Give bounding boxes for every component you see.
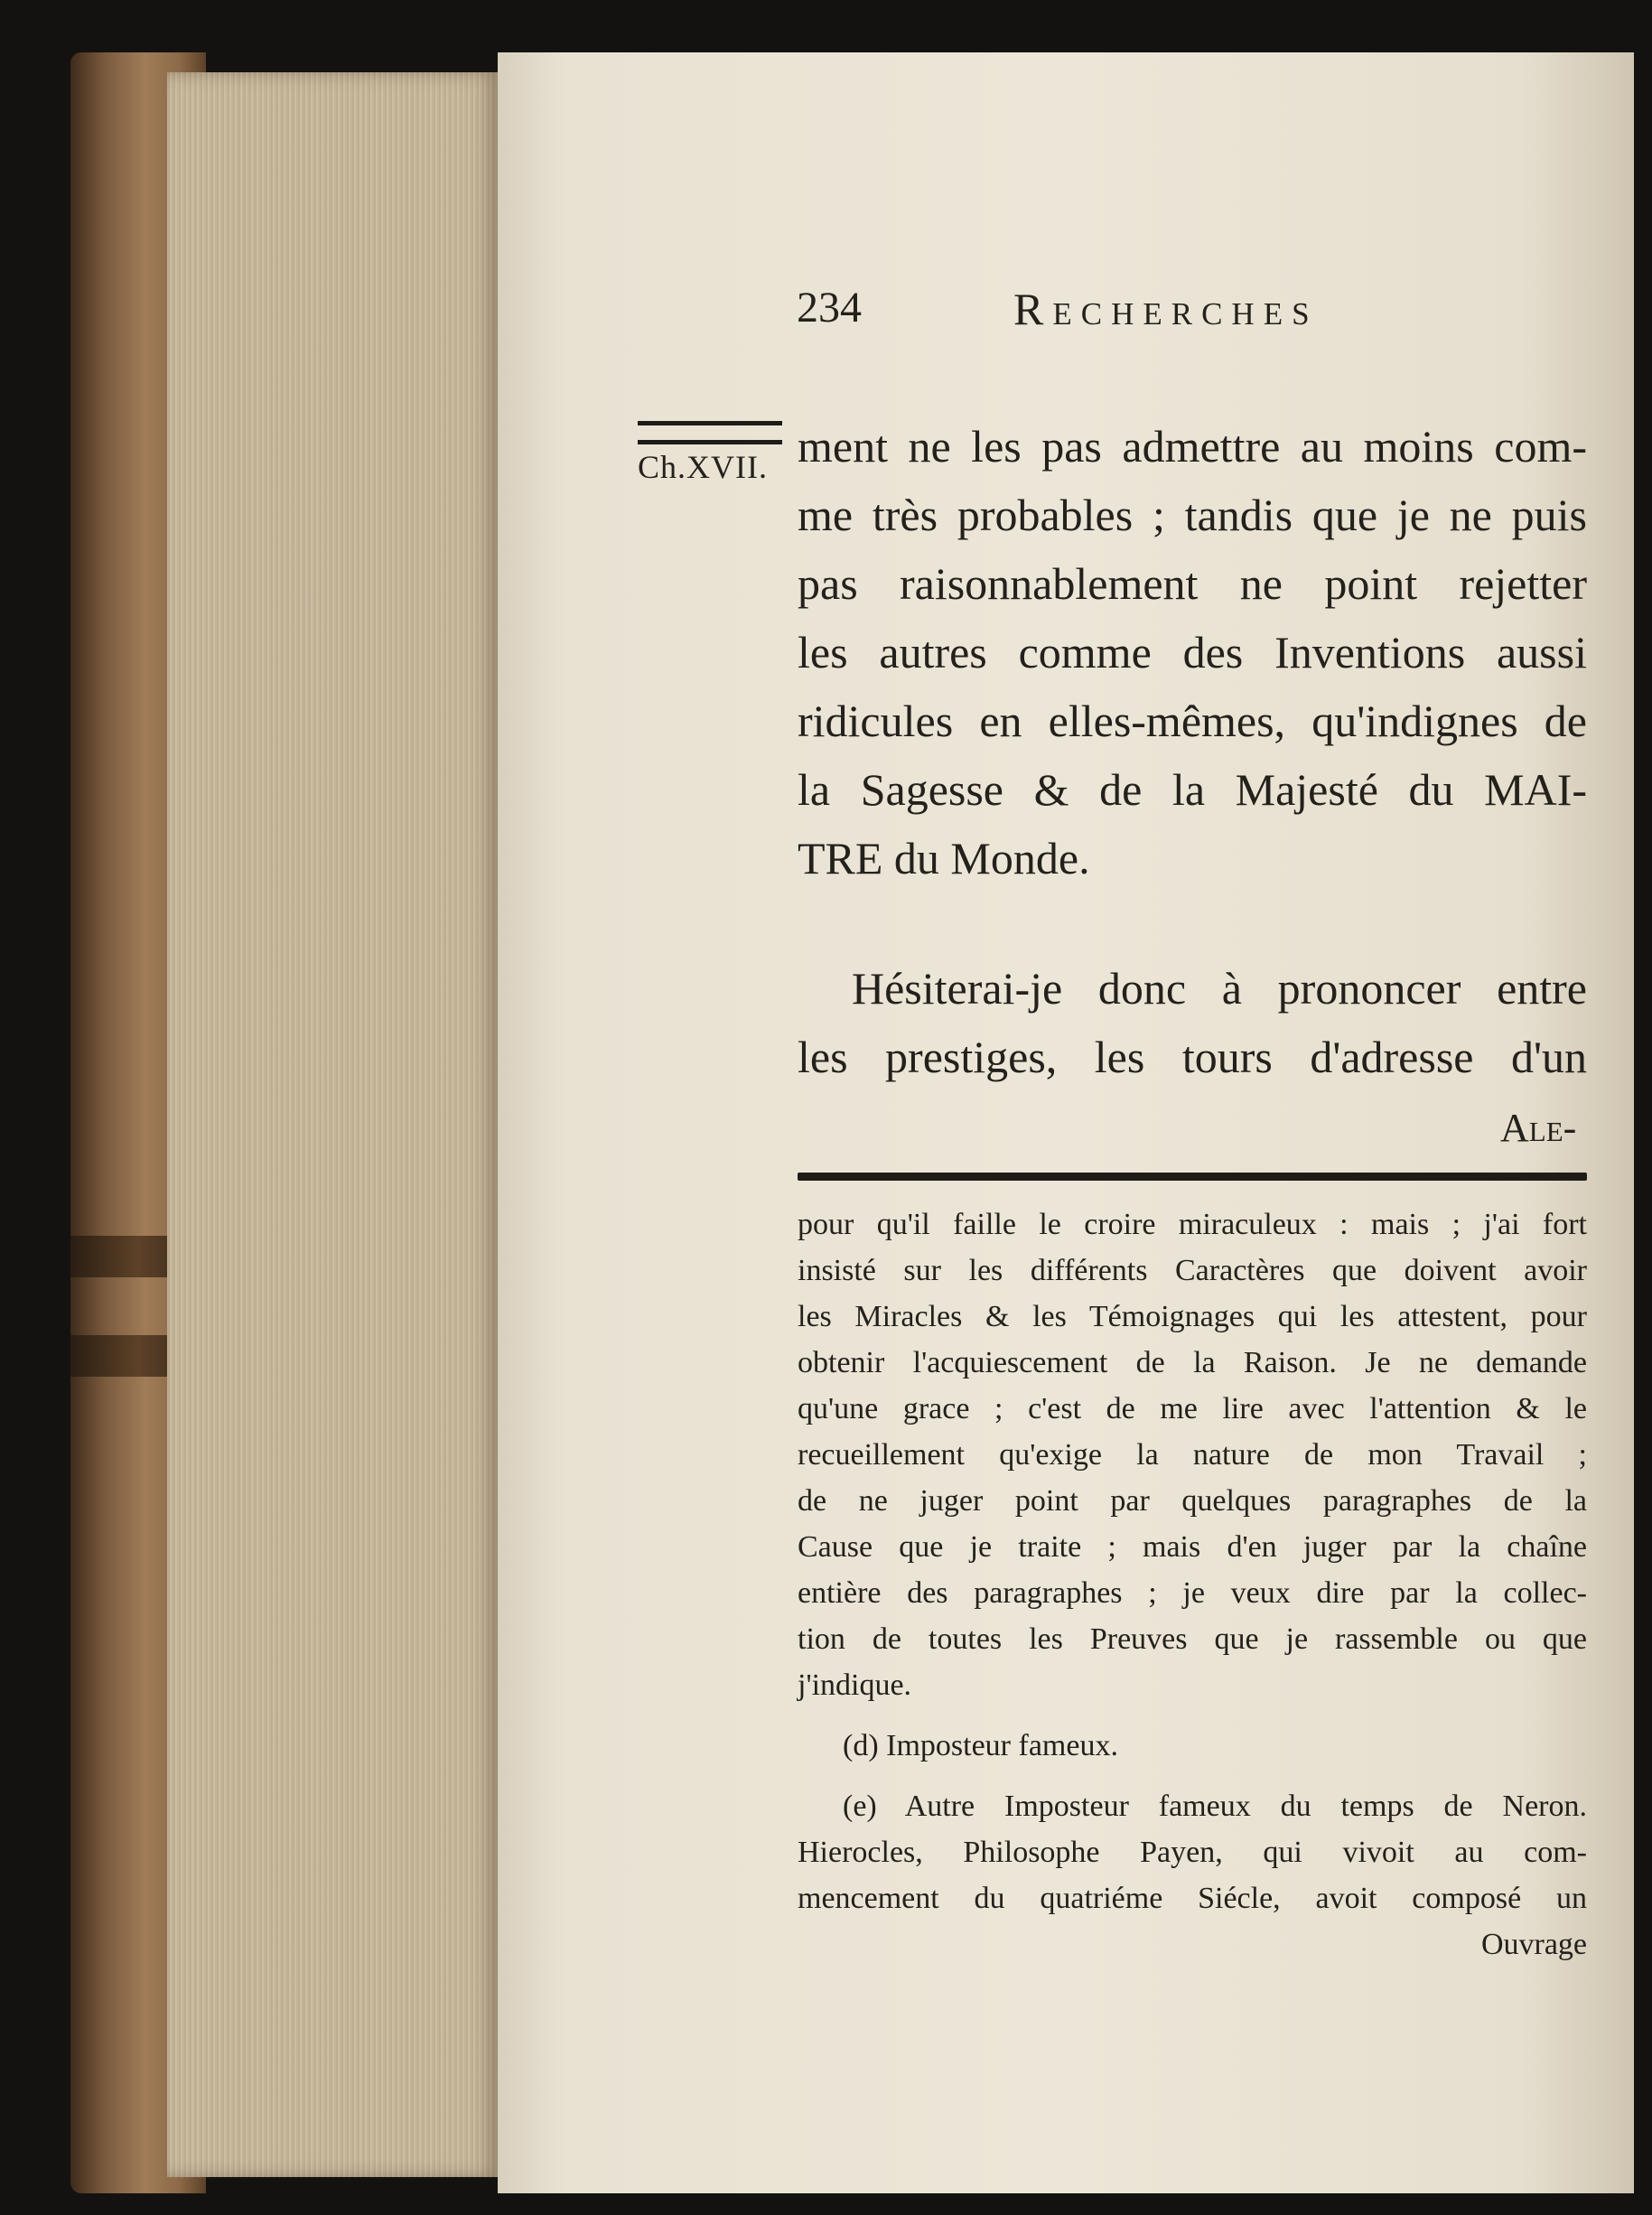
text-line: les autres comme des Inventions aussi (798, 627, 1587, 678)
footnote-line: recueillement qu'exige la nature de mon Travail ; (798, 1438, 1587, 1472)
running-title: Recherches (1013, 284, 1319, 334)
footnotes (798, 1201, 1587, 1967)
chapter-marker (638, 421, 782, 486)
footnote-line: obtenir l'acquiescement de la Raison. Je ne demande (798, 1346, 1587, 1379)
text-line: pas raisonnablement ne point rejetter (798, 558, 1587, 609)
text-line: ridicules en elles-mêmes, qu'indignes de (798, 696, 1587, 746)
footnote-line: de ne juger point par quelques paragraphes de la (798, 1484, 1587, 1518)
page-number: 234 (797, 284, 862, 332)
footnote-line: tion de toutes les Preuves que je rassemble ou que (798, 1622, 1587, 1656)
footnote-line: insisté sur les différents Caractères que doivent avoir (798, 1254, 1587, 1287)
page-edges (167, 72, 498, 2177)
book-page (498, 52, 1634, 2193)
page-header (797, 283, 1591, 346)
footnote-line: j'indique. (798, 1668, 912, 1702)
chapter-label: Ch.XVII. (638, 449, 768, 485)
text-line: TRE du Monde. (798, 833, 1090, 883)
footnote-e-line: mencement du quatriéme Siécle, avoit composé un (798, 1882, 1587, 1915)
text-line: les prestiges, les tours d'adresse d'un (798, 1032, 1587, 1082)
text-line: ment ne les pas admettre au moins com- (798, 421, 1587, 472)
footnote-line: qu'une grace ; c'est de me lire avec l'attention & le (798, 1392, 1587, 1425)
text-line: Hésiterai-je donc à prononcer entre (852, 963, 1587, 1014)
text-line: la Sagesse & de la Majesté du MAI- (798, 764, 1587, 815)
footnote-e-line: (e) Autre Imposteur fameux du temps de Neron. (843, 1790, 1587, 1823)
footnote-line: pour qu'il faille le croire miraculeux : mais ; j'ai fort (798, 1208, 1587, 1241)
chapter-rule (638, 421, 782, 444)
text-line: me très probables ; tandis que je ne puis (798, 490, 1587, 540)
footnote-line: Cause que je traite ; mais d'en juger par la chaîne (798, 1530, 1587, 1564)
footnote-catchword: Ouvrage (1480, 1928, 1587, 1961)
main-paragraph (798, 412, 1587, 893)
footnote-e-line: Hierocles, Philosophe Payen, qui vivoit au com- (798, 1836, 1587, 1869)
second-paragraph (798, 954, 1587, 1091)
footnote-line: les Miracles & les Témoignages qui les attestent, pour (798, 1300, 1587, 1333)
footnote-d: (d) Imposteur fameux. (843, 1729, 1118, 1762)
footnote-line: entière des paragraphes ; je veux dire par la collec- (798, 1576, 1587, 1610)
footnote-rule (798, 1173, 1587, 1181)
catchword: Ale- (1500, 1106, 1577, 1150)
